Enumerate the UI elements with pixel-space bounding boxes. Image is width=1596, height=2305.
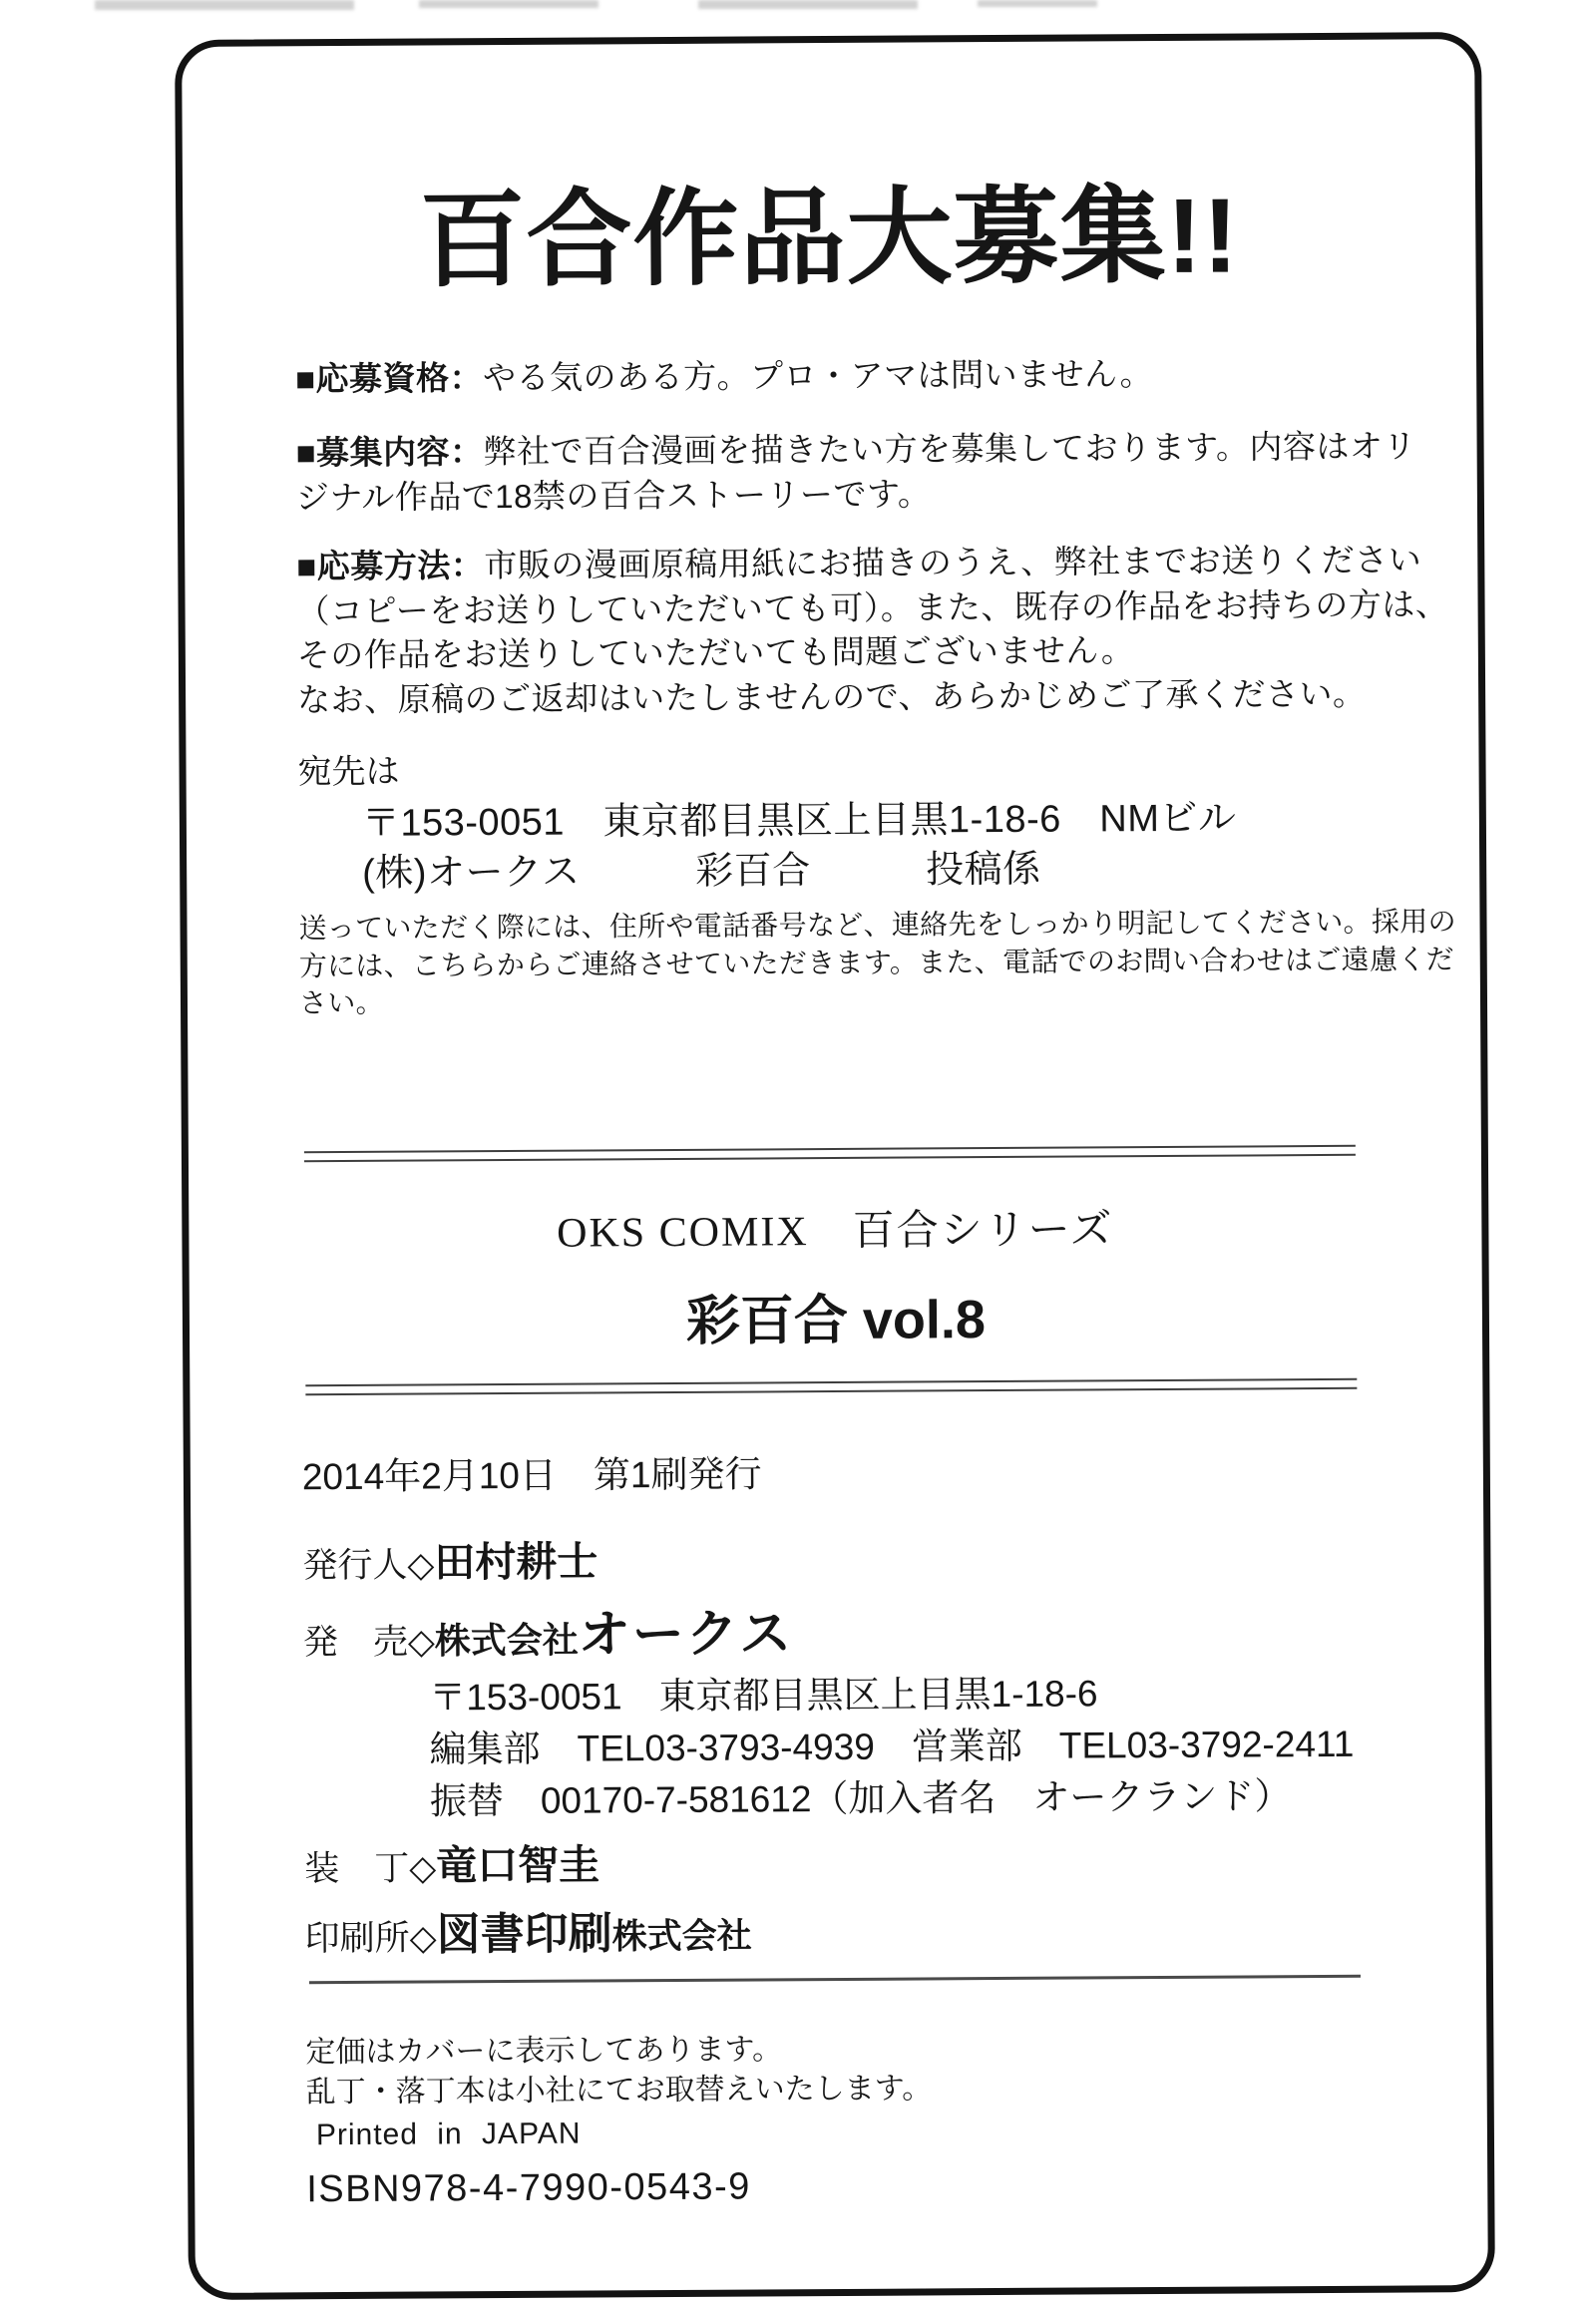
publisher-name: 田村耕士	[434, 1538, 598, 1586]
seller-label: 発 売◇	[302, 1622, 435, 1663]
recruitment-section-method	[296, 538, 1450, 722]
double-rule-bottom	[305, 1378, 1357, 1395]
print-date: 2014年2月10日 第1刷発行	[301, 1453, 762, 1498]
section-text-wrap	[296, 538, 1450, 678]
recruitment-title: 百合作品大募集!!	[419, 177, 1240, 300]
seller-company-name: オークス	[578, 1605, 794, 1665]
address-intro: 宛先は	[297, 752, 400, 792]
scan-noise-mark	[95, 0, 354, 10]
submission-notes: 送っていただく際には、住所や電話番号など、連絡先をしっかり明記してください。採用の方には、こちらからご連絡させていただきます。また、電話でのお問い合わせはご遠慮ください。	[298, 906, 1456, 1019]
printed-in-japan: Printed in JAPAN	[315, 2116, 582, 2152]
printer-name: 図書印刷	[436, 1909, 612, 1960]
price-note-line1: 定価はカバーに表示してあります。	[305, 2033, 783, 2070]
recruitment-section-qualification	[295, 350, 1448, 402]
scan-noise-mark	[978, 0, 1097, 7]
price-note-line2: 乱丁・落丁本は小社にてお取替えいたします。	[305, 2072, 933, 2110]
section-text: 弊社で百合漫画を描きたい方を募集しております。内容はオリジナル作品で18禁の百合ストーリーです。	[295, 427, 1417, 516]
section-text: やる気のある方。プロ・アマは問いません。	[482, 355, 1154, 397]
section-label: ■募集内容：	[295, 433, 484, 472]
designer-name: 竜口智圭	[436, 1841, 600, 1889]
section-label: ■応募資格：	[295, 359, 484, 398]
printer-name-suffix: 株式会社	[611, 1916, 752, 1957]
section-text: 市販の漫画原稿用紙にお描きのうえ、弊社までお送りください（コピーをお送りしていただいても可）。また、既存の作品をお持ちの方は、その作品をお送りしていただいても問題ございません。	[296, 541, 1449, 674]
isbn-number: ISBN978-4-7990-0543-9	[306, 2165, 751, 2211]
section-text-2: なお、原稿のご返却はいたしませんので、あらかじめご了承ください。	[297, 674, 1367, 718]
recruitment-section-content	[295, 424, 1449, 520]
seller-address: 〒153-0051 東京都目黒区上目黒1-18-6	[429, 1673, 1098, 1719]
submission-address-line1: 〒153-0051 東京都目黒区上目黒1-18-6 NMビル	[361, 797, 1237, 845]
postal-transfer-account: 振替 00170-7-581612（加入者名 オークランド）	[429, 1775, 1292, 1822]
seller-telephones: 編集部 TEL03-3793-4939 営業部 TEL03-3792-2411	[429, 1723, 1355, 1770]
scan-noise-mark	[698, 0, 918, 9]
submission-address-line2: (株)オークス 彩百合 投稿係	[362, 848, 1041, 895]
scan-noise-mark	[419, 0, 598, 8]
printer-label: 印刷所◇	[304, 1918, 437, 1959]
cover-design-row	[304, 1831, 599, 1892]
publisher-label: 発行人◇	[302, 1545, 435, 1586]
seller-row	[303, 1591, 794, 1669]
printer-row	[304, 1897, 751, 1964]
single-rule	[309, 1975, 1361, 1984]
seller-company-prefix: 株式会社	[434, 1619, 579, 1662]
section-label: ■応募方法：	[296, 547, 485, 585]
colophon-page-border	[175, 32, 1495, 2300]
series-name: OKS COMIX 百合シリーズ	[557, 1207, 1114, 1257]
publisher-row	[302, 1528, 598, 1589]
double-rule-top	[304, 1145, 1356, 1162]
design-label: 装 丁◇	[304, 1848, 437, 1889]
book-title-volume: 彩百合 vol.8	[685, 1290, 987, 1351]
